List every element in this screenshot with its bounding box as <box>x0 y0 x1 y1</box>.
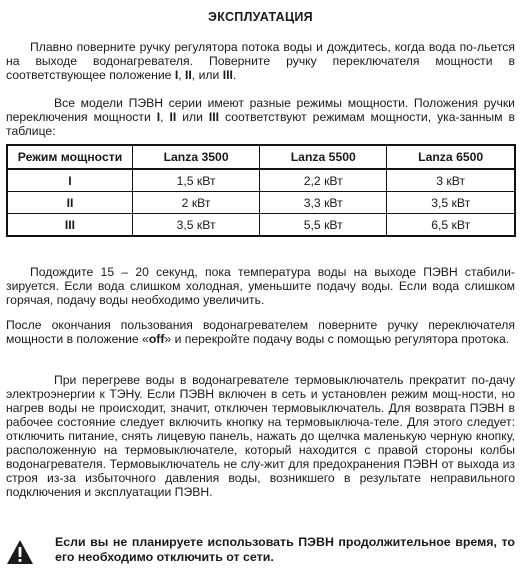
mode-cell: II <box>7 192 133 214</box>
text: » и перекройте подачу воды с помощью регулятора протока. <box>164 332 510 346</box>
mode-i: I <box>174 68 179 82</box>
text: . <box>232 68 237 82</box>
warning-block <box>0 534 521 570</box>
power-cell: 2,2 кВт <box>260 169 387 192</box>
paragraph-flow-regulator <box>6 40 515 82</box>
table-header-row <box>7 145 515 169</box>
column-header: Режим мощности <box>7 145 133 169</box>
table-row <box>7 214 515 237</box>
power-cell: 3,5 кВт <box>387 192 515 214</box>
mode-ii: II <box>169 110 177 124</box>
mode-iii: III <box>208 110 220 124</box>
mode-iii: III <box>222 68 233 82</box>
paragraph-stabilize: Подождите 15 – 20 секунд, пока температура воды на выходе ПЭВН стабили-зируется. Если вода слишком холодная, уменьшите подачу воды. Если вода слишком горячая, подачу воды необходимо увеличить. <box>6 265 515 307</box>
power-cell: 5,5 кВт <box>260 214 387 237</box>
column-header: Lanza 5500 <box>260 145 387 169</box>
power-cell: 3,5 кВт <box>133 214 260 237</box>
power-cell: 2 кВт <box>133 192 260 214</box>
text: соответствуют режимам мощности, ука-занным в таблице: <box>6 110 515 138</box>
paragraph-power-modes <box>6 96 515 138</box>
table-row <box>7 169 515 192</box>
power-cell: 3 кВт <box>387 169 515 192</box>
power-modes-table <box>6 144 516 237</box>
mode-ii: II <box>185 68 192 82</box>
text: , или <box>191 68 223 82</box>
power-cell: 3,3 кВт <box>260 192 387 214</box>
mode-cell: I <box>7 169 133 192</box>
warning-text: Если вы не планируете использовать ПЭВН продолжительное время, то его необходимо отключить от сети. <box>55 535 515 564</box>
paragraph-after-use <box>6 318 515 346</box>
off-position: off <box>148 332 165 346</box>
warning-triangle-icon <box>6 539 34 565</box>
section-title: ЭКСПЛУАТАЦИЯ <box>208 10 313 24</box>
mode-i: I <box>156 110 161 124</box>
table-row <box>7 192 515 214</box>
text: , <box>178 68 186 82</box>
column-header: Lanza 6500 <box>387 145 515 169</box>
mode-cell: III <box>7 214 133 237</box>
text: Все модели ПЭВН серии имеют разные режимы мощности. Положения ручки переключения мощности <box>6 96 515 124</box>
text: Плавно поверните ручку регулятора потока воды и дождитесь, когда вода по-льется на выходе водонагревателя. Поверните ручку переключателя мощности в соответствующее положение <box>6 40 515 82</box>
text: После окончания пользования водонагревателем поверните ручку переключателя мощности в положение « <box>6 318 515 346</box>
paragraph-thermal-switch: При перегреве воды в водонагревателе термовыключатель прекратит по-дачу электроэнергии к ТЭНу. Если ПЭВН включен в сеть и установлен режим мощ-ности, но нагрев воды не происходит, значит, отключен термовыключатель. Для возврата ПЭВН в рабочее состояние следует включить кнопку на термовыключа-теле. Для этого следует: отключить питание, снять лицевую панель, нажать до щелчка маленькую черную кнопку, расположенную на термовыключателе, который находится с правой стороны колбы водонагревателя. Термовыключатель не слу-жит для предохранения ПЭВН от выхода из строя из-за избыточного давления воды, возникшего в результате неправильного подключения и эксплуатации ПЭВН. <box>6 373 515 499</box>
text: , <box>160 110 170 124</box>
power-cell: 6,5 кВт <box>387 214 515 237</box>
power-cell: 1,5 кВт <box>133 169 260 192</box>
column-header: Lanza 3500 <box>133 145 260 169</box>
text: или <box>176 110 209 124</box>
